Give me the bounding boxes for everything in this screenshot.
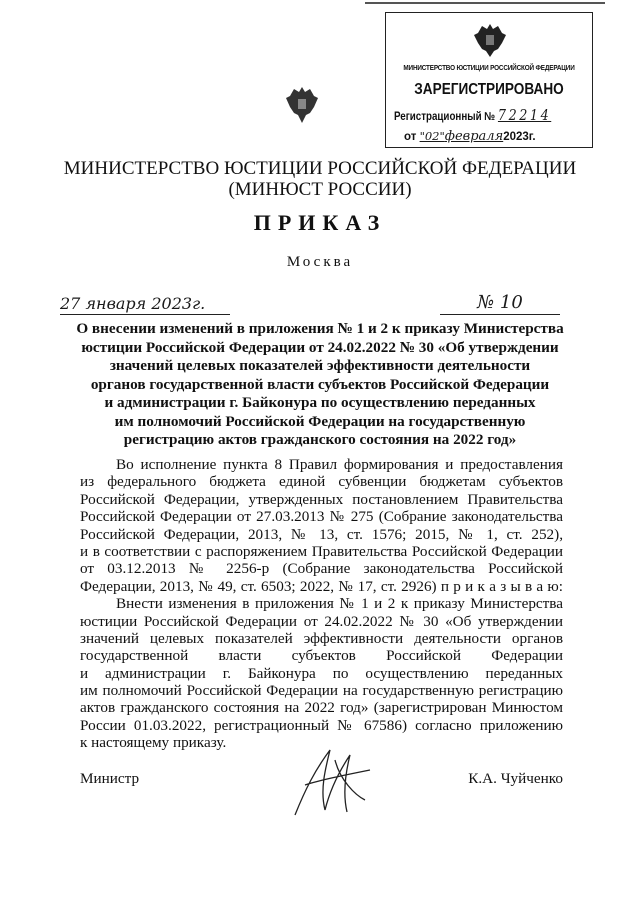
- scan-edge-line: [365, 2, 605, 4]
- ministry-short-name: (МИНЮСТ РОССИИ): [228, 179, 412, 200]
- coat-of-arms-icon: [472, 21, 508, 59]
- body-line: из федерального бюджета единой субвенции бюджетам субъектов: [80, 473, 563, 491]
- registration-stamp: [385, 12, 593, 148]
- city: Москва: [286, 254, 354, 270]
- title-line: регистрацию актов гражданского состояния на 2022 год»: [123, 431, 517, 448]
- order-body: [80, 456, 563, 752]
- document-type: ПРИКАЗ: [253, 210, 387, 235]
- stamp-date-line: [404, 128, 536, 145]
- stamp-date-month: февраля: [444, 129, 504, 144]
- coat-of-arms-icon: [285, 85, 319, 125]
- ministry-heading: [0, 158, 640, 200]
- body-line: юстиции Российской Федерации от 24.02.2022 № 30 «Об утверждении: [80, 612, 563, 630]
- order-number: № 10: [440, 292, 560, 315]
- title-line: и администрации г. Байконура по осуществлению переданных: [104, 394, 536, 411]
- ministry-name: МИНИСТЕРСТВО ЮСТИЦИИ РОССИЙСКОЙ ФЕДЕРАЦИИ: [63, 158, 577, 179]
- title-line: значений целевых показателей эффективности деятельности: [109, 357, 531, 374]
- body-line: и в соответствии с распоряжением Правительства Российской Федерации: [80, 542, 563, 560]
- stamp-date-year: 2023г.: [503, 131, 536, 143]
- body-line: и администрации г. Байконура по осуществлению переданных: [80, 664, 563, 682]
- body-line: Внести изменения в приложения № 1 и 2 к приказу Министерства: [116, 595, 563, 613]
- body-line: Во исполнение пункта 8 Правил формирования и предоставления: [116, 456, 563, 473]
- title-line: О внесении изменений в приложения № 1 и 2 к приказу Министерства: [76, 320, 564, 337]
- body-line: к настоящему приказу.: [80, 734, 227, 752]
- stamp-status: ЗАРЕГИСТРИРОВАНО: [414, 81, 564, 98]
- title-line: органов государственной власти субъектов Российской Федерации: [90, 375, 550, 393]
- body-line: значений целевых показателей эффективности деятельности органов: [80, 629, 563, 647]
- body-line: актов гражданского состояния на 2022 год» (зарегистрирован Минюстом: [80, 699, 563, 717]
- stamp-org: МИНИСТЕРСТВО ЮСТИЦИИ РОССИЙСКОЙ ФЕДЕРАЦИИ: [403, 63, 575, 72]
- signatory-name: К.А. Чуйченко: [468, 770, 563, 787]
- order-title: [30, 320, 610, 450]
- handwritten-signature: [285, 740, 375, 825]
- body-line: Российской Федерации, утвержденных постановлением Правительства: [80, 490, 563, 508]
- body-line: Федерации, 2013, № 49, ст. 6503; 2022, № 17, ст. 2926) п р и к а з ы в а ю:: [80, 577, 563, 595]
- body-line: Российской Федерации от 27.03.2013 № 275 (Собрание законодательства: [80, 508, 563, 526]
- body-line: России 01.03.2022, регистрационный № 67586) согласно приложению: [80, 716, 563, 734]
- body-line: от 03.12.2013 № 2256-р (Собрание законодательства Российской: [80, 560, 563, 578]
- stamp-reg-number: 72214: [497, 106, 552, 124]
- stamp-reg-label: Регистрационный №: [394, 111, 496, 123]
- title-line: им полномочий Российской Федерации на государственную: [114, 412, 526, 430]
- stamp-date-prefix: от: [404, 131, 417, 143]
- body-line: им полномочий Российской Федерации на государственную регистрацию: [80, 682, 563, 700]
- order-date: 27 января 2023г.: [60, 294, 230, 315]
- stamp-date-day: "02": [419, 129, 445, 143]
- signatory-position: Министр: [80, 770, 140, 787]
- body-line: Российской Федерации, 2013, № 13, ст. 1576; 2015, № 1, ст. 252),: [80, 525, 563, 543]
- title-line: юстиции Российской Федерации от 24.02.2022 № 30 «Об утверждении: [81, 338, 559, 356]
- stamp-reg-line: [394, 106, 551, 127]
- body-line: государственной власти субъектов Российской Федерации: [80, 647, 563, 665]
